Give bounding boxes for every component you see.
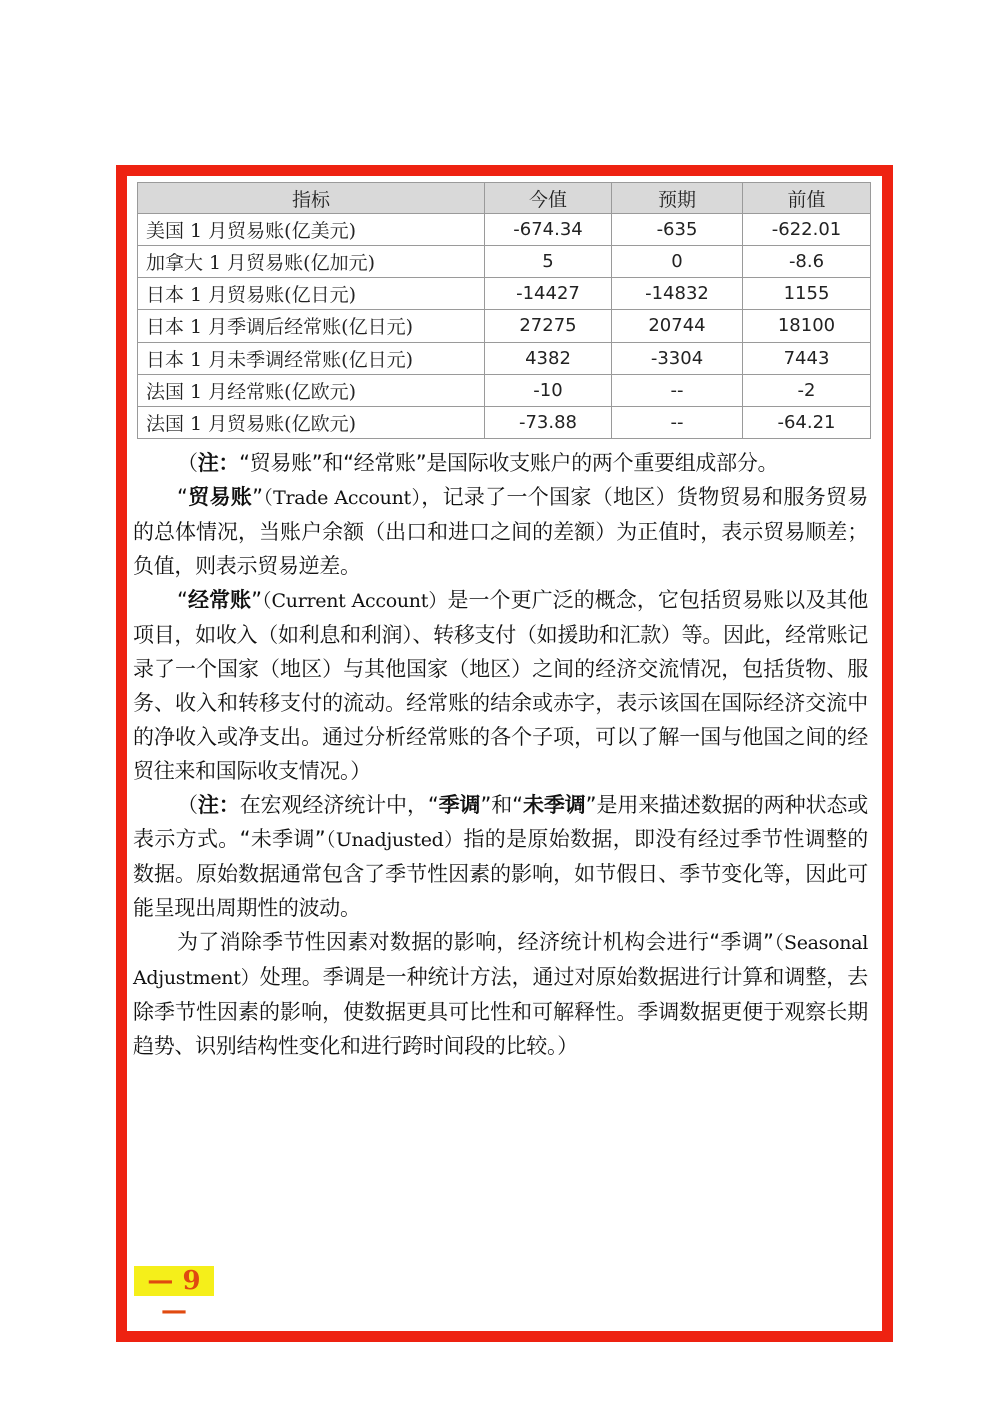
note-open-paren: （ xyxy=(177,451,198,475)
header-previous: 前值 xyxy=(743,183,871,214)
cell-current: -10 xyxy=(485,374,612,406)
note-paragraph-adjustment xyxy=(133,925,868,1063)
cell-forecast: 20744 xyxy=(612,310,743,342)
note-paragraph-seasonal xyxy=(133,788,868,925)
cell-current: -73.88 xyxy=(485,406,612,438)
table-row xyxy=(138,374,871,406)
cell-current: 27275 xyxy=(485,310,612,342)
table-row xyxy=(138,246,871,278)
cell-indicator: 法国 1 月贸易账(亿欧元) xyxy=(138,406,485,438)
header-indicator: 指标 xyxy=(138,183,485,214)
indicator-table xyxy=(137,182,871,439)
header-current: 今值 xyxy=(485,183,612,214)
term-english: （Unadjusted） xyxy=(325,829,464,851)
cell-forecast: -635 xyxy=(612,214,743,246)
table-row xyxy=(138,406,871,438)
note-open-paren: （ xyxy=(177,793,198,817)
cell-forecast: 0 xyxy=(612,246,743,278)
quote-close: ” xyxy=(252,485,263,509)
cell-previous: -622.01 xyxy=(743,214,871,246)
note-paragraph-current-account xyxy=(133,583,868,788)
cell-indicator: 日本 1 月未季调经常账(亿日元) xyxy=(138,342,485,374)
cell-forecast: -3304 xyxy=(612,342,743,374)
quote-open: “ xyxy=(177,588,188,612)
paragraph-text: 指的是原始数据，即没有经过季节性调整的数据。原始数据通常包含了季节性因素的影响，如节假日、季节变化等，因此可能呈现出周期性的波动。 xyxy=(133,827,868,920)
cell-indicator: 加拿大 1 月贸易账(亿加元) xyxy=(138,246,485,278)
cell-previous: -64.21 xyxy=(743,406,871,438)
cell-current: 5 xyxy=(485,246,612,278)
cell-indicator: 美国 1 月贸易账(亿美元) xyxy=(138,214,485,246)
note-label: 注： xyxy=(197,451,240,475)
term-current-account: 经常账 xyxy=(187,588,252,612)
cell-previous: -8.6 xyxy=(743,246,871,278)
cell-forecast: -- xyxy=(612,406,743,438)
cell-current: -14427 xyxy=(485,278,612,310)
cell-previous: 7443 xyxy=(743,342,871,374)
paragraph-text: 处理。季调是一种统计方法，通过对原始数据进行计算和调整，去除季节性因素的影响，使数据更具可比性和可解释性。季调数据更便于观察长期趋势、识别结构性变化和进行跨时间段的比较。） xyxy=(133,965,868,1058)
note-paragraph-trade-account xyxy=(133,480,868,583)
quote-close: ” xyxy=(251,588,262,612)
cell-current: 4382 xyxy=(485,342,612,374)
notes-body xyxy=(133,446,868,1063)
note-text: “贸易账”和“经常账”是国际收支账户的两个重要组成部分。 xyxy=(239,451,779,475)
header-forecast: 预期 xyxy=(612,183,743,214)
cell-indicator: 日本 1 月季调后经常账(亿日元) xyxy=(138,310,485,342)
paragraph-text: 为了消除季节性因素对数据的影响，经济统计机构会进行“季调” xyxy=(177,930,774,954)
note-label: 注： xyxy=(197,793,240,817)
cell-forecast: -14832 xyxy=(612,278,743,310)
cell-indicator: 法国 1 月经常账(亿欧元) xyxy=(138,374,485,406)
cell-forecast: -- xyxy=(612,374,743,406)
table-header-row xyxy=(138,183,871,214)
paragraph-text: ”是用来描述数据的两种状态或表示方式。“未季调” xyxy=(133,793,868,851)
cell-indicator: 日本 1 月贸易账(亿日元) xyxy=(138,278,485,310)
term-trade-account: 贸易账 xyxy=(187,485,253,509)
table-row xyxy=(138,342,871,374)
page-number: — 9 — xyxy=(134,1266,214,1296)
paragraph-text: 在宏观经济统计中，“ xyxy=(239,793,439,817)
term-english: （Trade Account） xyxy=(262,487,422,509)
table-row xyxy=(138,214,871,246)
note-paragraph-1 xyxy=(133,446,868,480)
term-seasonally-adjusted: 季调 xyxy=(438,793,481,817)
term-english: （Current Account） xyxy=(261,590,448,612)
term-unadjusted: 未季调 xyxy=(522,793,586,817)
cell-current: -674.34 xyxy=(485,214,612,246)
quote-open: “ xyxy=(177,485,188,509)
term-english: （Seasonal Adjustment） xyxy=(133,932,869,989)
table-row xyxy=(138,278,871,310)
cell-previous: -2 xyxy=(743,374,871,406)
paragraph-text: ”和“ xyxy=(480,793,523,817)
cell-previous: 18100 xyxy=(743,310,871,342)
table-row xyxy=(138,310,871,342)
paragraph-text: 是一个更广泛的概念，它包括贸易账以及其他项目，如收入（如利息和利润）、转移支付（如援助和汇款）等。因此，经常账记录了一个国家（地区）与其他国家（地区）之间的经济交流情况，包括货物、服务、收入和转移支付的流动。经常账的结余或赤字，表示该国在国际经济交流中的净收入或净支出。通过分析经常账的各个子项，可以了解一国与他国之间的经贸往来和国际收支情况。） xyxy=(133,588,869,783)
cell-previous: 1155 xyxy=(743,278,871,310)
paragraph-text: ，记录了一个国家（地区）货物贸易和服务贸易的总体情况，当账户余额（出口和进口之间的差额）为正值时，表示贸易顺差；负值，则表示贸易逆差。 xyxy=(133,485,868,578)
